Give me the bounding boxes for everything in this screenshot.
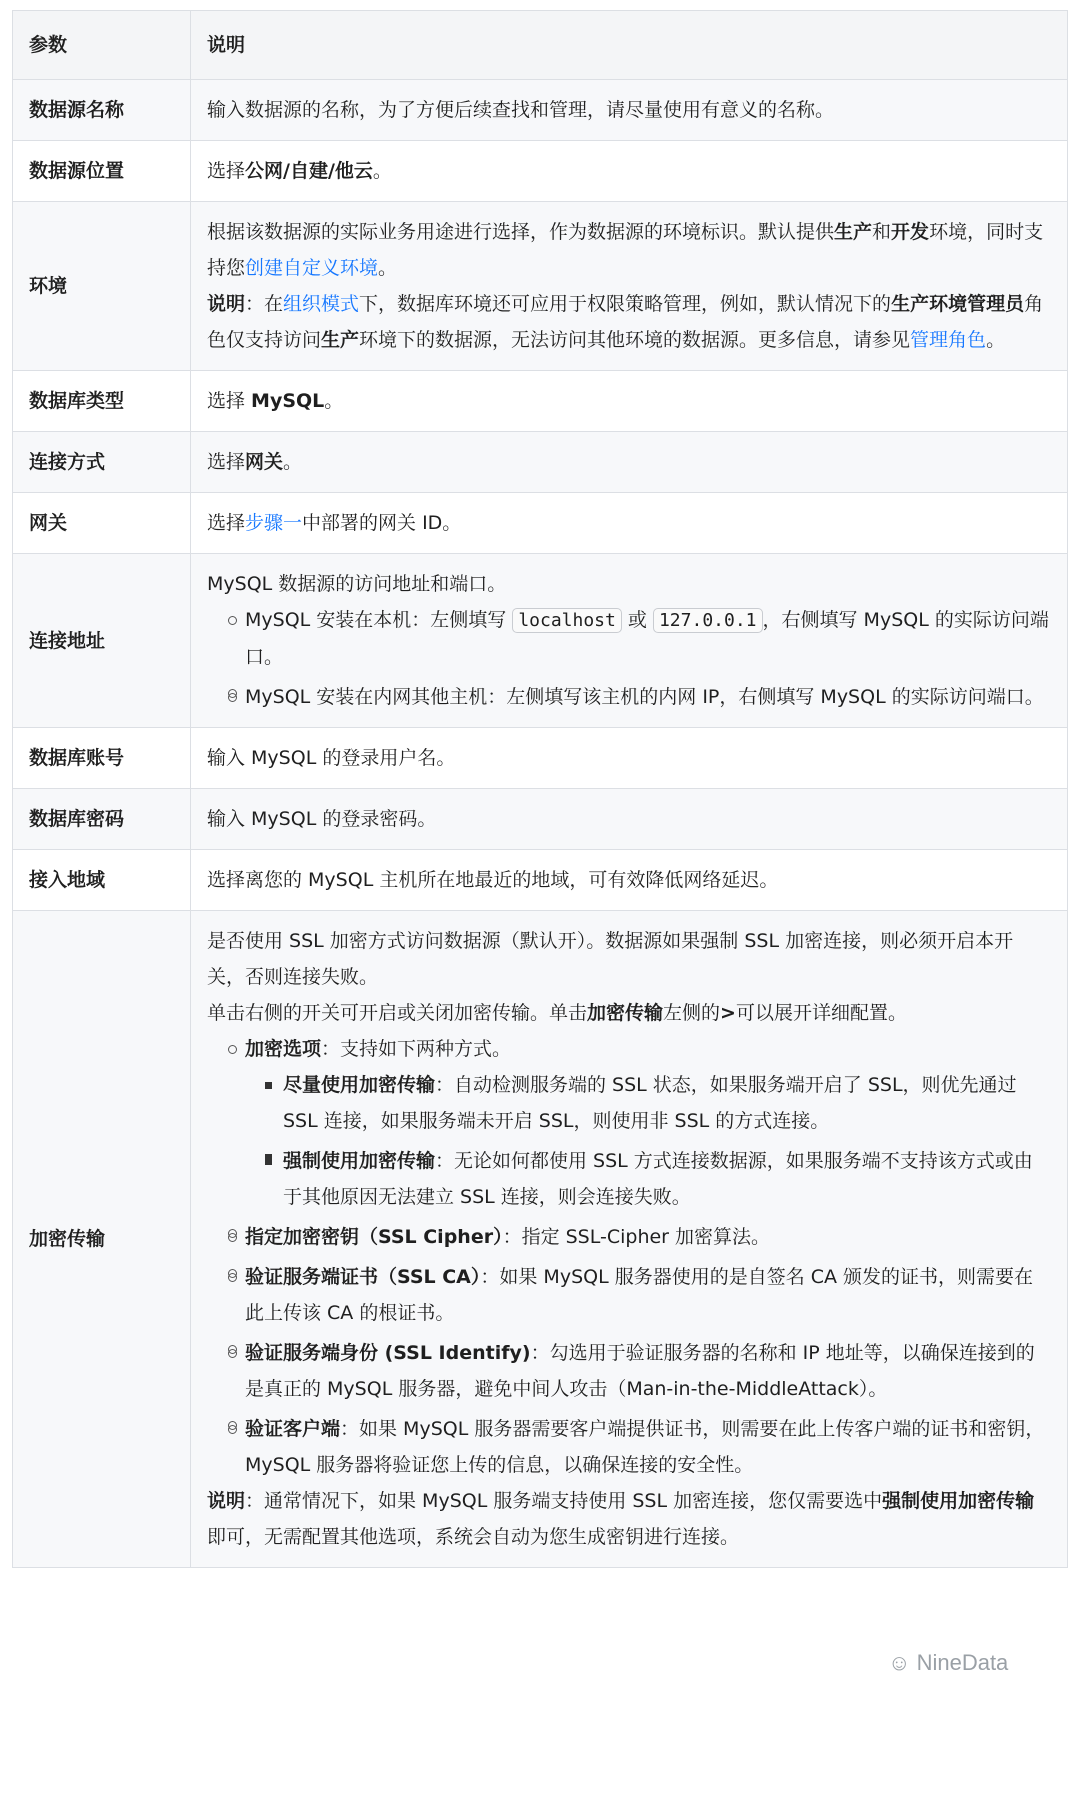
table-row (13, 911, 1068, 1568)
table-row (13, 493, 1068, 554)
row-desc: 选择网关。 (191, 432, 1068, 493)
table-row (13, 80, 1068, 141)
row-desc: 选择步骤一中部署的网关 ID。 (191, 493, 1068, 554)
row-desc: 是否使用 SSL 加密方式访问数据源（默认开）。数据源如果强制 SSL 加密连接，则必须开启本开关，否则连接失败。 单击右侧的开关可开启或关闭加密传输。单击加密传输左侧的>可以展开详细配置。 加密选项：支持如下两种方式。 尽量使用加密传输：自动检测服务端的 SSL 状态，如果服务端开启了 SSL，则优先通过 SSL 连接，如果服务端未开启 SSL，则使用非 SSL 的方式连接。 强制使用加密传输：无论如何都使用 SSL 方式连接数据源，如果服务端不支持该方式或由于其他原因无法建立 SSL 连接，则会连接失败。 指定加密密钥（SSL Cipher）：指定 SSL-Cipher 加密算法。 验证服务端证书（SSL CA）：如果 MySQL 服务器使用的是自签名 CA 颁发的证书，则需要在此上传该 CA 的根证书。 验证服务端身份 (SSL Identify)：勾选用于验证服务器的名称和 IP 地址等，以确保连接到的是真正的 MySQL 服务器，避免中间人攻击（Man-in-the-MiddleAttack）。 验证客户端：如果 MySQL 服务器需要客户端提供证书，则需要在此上传客户端的证书和密钥，MySQL 服务器将验证您上传的信息，以确保连接的安全性。 说明：通常情况下，如果 MySQL 服务端支持使用 SSL 加密连接，您仅需要选中强制使用加密传输即可，无需配置其他选项，系统会自动为您生成密钥进行连接。 (191, 911, 1068, 1568)
create-env-link[interactable]: 创建自定义环境 (245, 257, 379, 279)
row-label: 环境 (13, 202, 191, 371)
list-item: 验证服务端身份 (SSL Identify)：勾选用于验证服务器的名称和 IP 地址等，以确保连接到的是真正的 MySQL 服务器，避免中间人攻击（Man-in-the-MiddleAttack）。 (207, 1335, 1051, 1407)
row-label: 接入地域 (13, 850, 191, 911)
header-param: 参数 (13, 11, 191, 80)
row-label: 数据源名称 (13, 80, 191, 141)
list-item: 验证客户端：如果 MySQL 服务器需要客户端提供证书，则需要在此上传客户端的证书和密钥，MySQL 服务器将验证您上传的信息，以确保连接的安全性。 (207, 1411, 1051, 1483)
row-desc: 选择 MySQL。 (191, 371, 1068, 432)
param-table-wrapper (12, 10, 1068, 1568)
list-item: 验证服务端证书（SSL CA）：如果 MySQL 服务器使用的是自签名 CA 颁发的证书，则需要在此上传该 CA 的根证书。 (207, 1259, 1051, 1331)
watermark: ☺ NineData (888, 1650, 1009, 1675)
row-desc: 输入 MySQL 的登录密码。 (191, 789, 1068, 850)
step-one-link[interactable]: 步骤一 (245, 512, 303, 534)
row-label: 数据库账号 (13, 728, 191, 789)
wechat-icon: ☺ (888, 1650, 917, 1675)
row-desc: 选择离您的 MySQL 主机所在地最近的地域，可有效降低网络延迟。 (191, 850, 1068, 911)
row-desc: 选择公网/自建/他云。 (191, 141, 1068, 202)
list-item: MySQL 安装在内网其他主机：左侧填写该主机的内网 IP，右侧填写 MySQL 的实际访问端口。 (207, 679, 1051, 715)
header-desc: 说明 (191, 11, 1068, 80)
list-item: 尽量使用加密传输：自动检测服务端的 SSL 状态，如果服务端开启了 SSL，则优先通过 SSL 连接，如果服务端未开启 SSL，则使用非 SSL 的方式连接。 (245, 1067, 1051, 1139)
param-table (12, 10, 1068, 1568)
row-label: 网关 (13, 493, 191, 554)
row-desc: 根据该数据源的实际业务用途进行选择，作为数据源的环境标识。默认提供生产和开发环境，同时支持您创建自定义环境。 说明：在组织模式下，数据库环境还可应用于权限策略管理，例如，默认情况下的生产环境管理员角色仅支持访问生产环境下的数据源，无法访问其他环境的数据源。更多信息，请参见管理角色。 (191, 202, 1068, 371)
row-desc: MySQL 数据源的访问地址和端口。 MySQL 安装在本机：左侧填写 localhost 或 127.0.0.1 ，右侧填写 MySQL 的实际访问端口。 MySQL 安装在内网其他主机：左侧填写该主机的内网 IP，右侧填写 MySQL 的实际访问端口。 (191, 554, 1068, 728)
table-row (13, 202, 1068, 371)
table-row (13, 141, 1068, 202)
manage-role-link[interactable]: 管理角色 (910, 329, 987, 351)
row-label: 连接方式 (13, 432, 191, 493)
table-row (13, 371, 1068, 432)
table-row (13, 554, 1068, 728)
list-item: 指定加密密钥（SSL Cipher）：指定 SSL-Cipher 加密算法。 (207, 1219, 1051, 1255)
row-desc: 输入数据源的名称，为了方便后续查找和管理，请尽量使用有意义的名称。 (191, 80, 1068, 141)
row-label: 数据源位置 (13, 141, 191, 202)
table-header (13, 11, 1068, 80)
row-label: 连接地址 (13, 554, 191, 728)
table-row (13, 432, 1068, 493)
row-desc: 输入 MySQL 的登录用户名。 (191, 728, 1068, 789)
list-item: 加密选项：支持如下两种方式。 尽量使用加密传输：自动检测服务端的 SSL 状态，如果服务端开启了 SSL，则优先通过 SSL 连接，如果服务端未开启 SSL，则使用非 SSL 的方式连接。 强制使用加密传输：无论如何都使用 SSL 方式连接数据源，如果服务端不支持该方式或由于其他原因无法建立 SSL 连接，则会连接失败。 (207, 1031, 1051, 1215)
row-label: 加密传输 (13, 911, 191, 1568)
table-row (13, 850, 1068, 911)
list-item: MySQL 安装在本机：左侧填写 localhost 或 127.0.0.1 ，右侧填写 MySQL 的实际访问端口。 (207, 602, 1051, 675)
row-label: 数据库类型 (13, 371, 191, 432)
table-row (13, 789, 1068, 850)
row-label: 数据库密码 (13, 789, 191, 850)
table-row (13, 728, 1068, 789)
list-item: 强制使用加密传输：无论如何都使用 SSL 方式连接数据源，如果服务端不支持该方式或由于其他原因无法建立 SSL 连接，则会连接失败。 (245, 1143, 1051, 1215)
org-mode-link[interactable]: 组织模式 (283, 293, 360, 315)
